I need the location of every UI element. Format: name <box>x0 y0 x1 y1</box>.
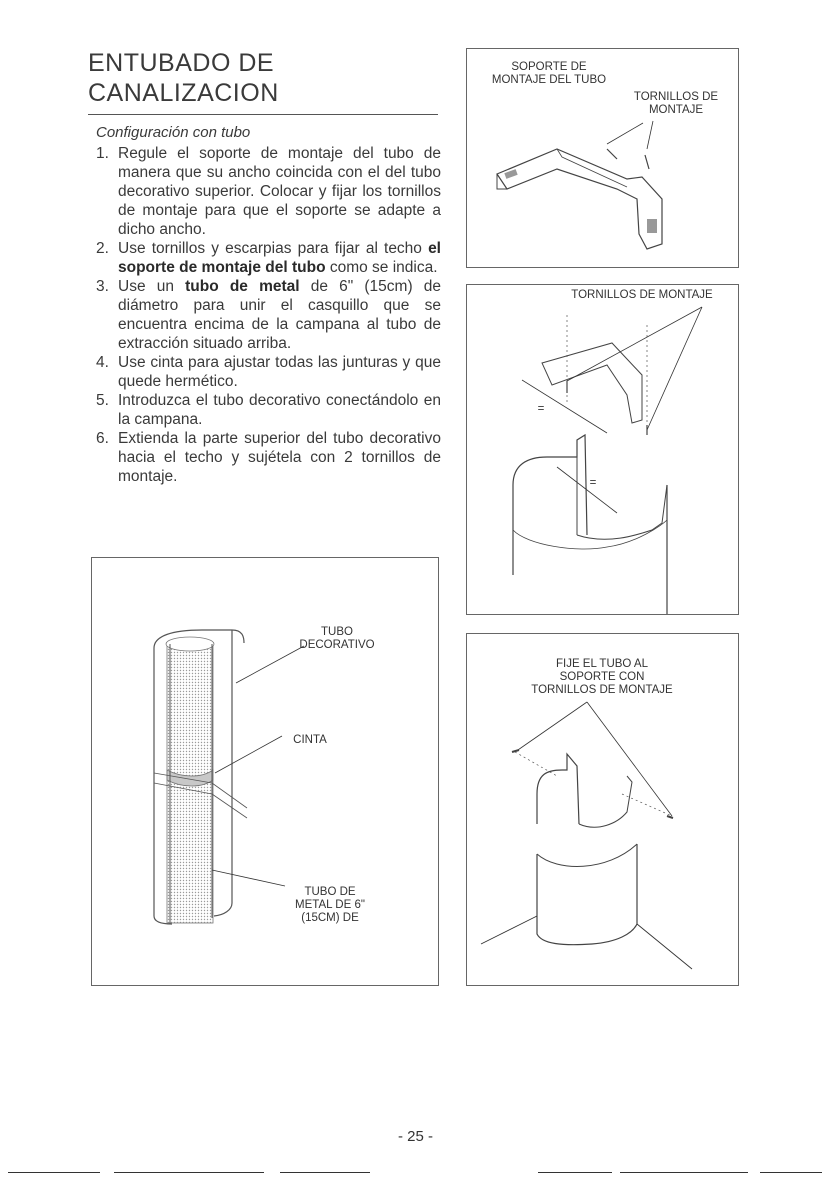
label-mounting-screws: TORNILLOS DE MONTAJE <box>633 91 719 116</box>
instruction-step <box>96 391 441 429</box>
step-text <box>118 391 441 429</box>
figure-mounting-bracket <box>466 48 739 268</box>
step-text <box>118 353 441 391</box>
step-text-run: Use cinta para ajustar todas las junturas y que quede hermético. <box>118 354 441 390</box>
step-text-run: Introduzca el tubo decorativo conectándolo en la campana. <box>118 392 441 428</box>
footer-rule-5 <box>620 1172 748 1173</box>
label-tape: CINTA <box>293 734 327 746</box>
instruction-step <box>96 429 441 486</box>
step-number: 4. <box>96 354 109 371</box>
bracket-and-tube-drawing <box>467 285 738 614</box>
footer-rule-4 <box>538 1172 612 1173</box>
footer-rule-3 <box>280 1172 370 1173</box>
step-text <box>118 144 441 239</box>
equal-sign-2: = <box>589 477 597 489</box>
step-number: 6. <box>96 430 109 447</box>
label-bracket: SOPORTE DE MONTAJE DEL TUBO <box>491 61 607 86</box>
footer-rule-1 <box>8 1172 100 1173</box>
step-text-run: Use tornillos y escarpias para fijar al techo <box>118 240 429 257</box>
step-number: 1. <box>96 145 109 162</box>
instruction-step <box>96 353 441 391</box>
instruction-steps <box>96 144 441 486</box>
instruction-step <box>96 144 441 239</box>
step-text-bold: tubo de metal <box>185 278 300 295</box>
step-number: 3. <box>96 278 109 295</box>
subsection-title: Configuración con tubo <box>96 124 251 141</box>
step-text-run: Extienda la parte superior del tubo decorativo hacia el techo y sujétela con 2 tornillos de montaje. <box>118 430 441 485</box>
step-text <box>118 429 441 486</box>
section-title-line-1: ENTUBADO DE <box>88 49 275 77</box>
step-text-run: como se indica. <box>325 259 438 276</box>
step-number: 5. <box>96 392 109 409</box>
step-number: 2. <box>96 240 109 257</box>
section-title <box>88 48 438 115</box>
instruction-step <box>96 277 441 353</box>
label-decorative-tube: TUBO DECORATIVO <box>299 626 375 651</box>
label-mounting-screws-2: TORNILLOS DE MONTAJE <box>571 289 713 301</box>
step-text-run: de 6" (15cm) de diámetro para unir el casquillo que se encuentra encima de la campana al tubo de extracción situado arriba. <box>118 278 441 352</box>
page-number: - 25 - <box>397 1128 433 1145</box>
label-metal-duct: TUBO DE METAL DE 6" (15CM) DE <box>295 886 365 924</box>
footer-rule-6 <box>760 1172 822 1173</box>
step-text-run: Use un <box>118 278 186 295</box>
figure-fix-tube <box>466 633 739 986</box>
figure-bracket-and-tube <box>466 284 739 615</box>
instruction-step <box>96 239 441 277</box>
step-text <box>118 277 441 353</box>
section-title-line-2: CANALIZACION <box>88 79 279 107</box>
step-text <box>118 239 441 277</box>
step-text-bold: el soporte de montaje del tubo <box>118 240 441 276</box>
footer-rule-2 <box>114 1172 264 1173</box>
duct-assembly-drawing <box>92 558 438 985</box>
label-fix-tube: FIJE EL TUBO AL SOPORTE CON TORNILLOS DE MONTAJE <box>531 658 673 696</box>
step-text-run: Regule el soporte de montaje del tubo de manera que su ancho coincida con el del tubo decorativo superior. Colocar y fijar los tornillos de montaje para que el soporte se adapte a dicho ancho. <box>118 145 441 238</box>
equal-sign-1: = <box>537 403 545 415</box>
figure-duct-assembly <box>91 557 439 986</box>
